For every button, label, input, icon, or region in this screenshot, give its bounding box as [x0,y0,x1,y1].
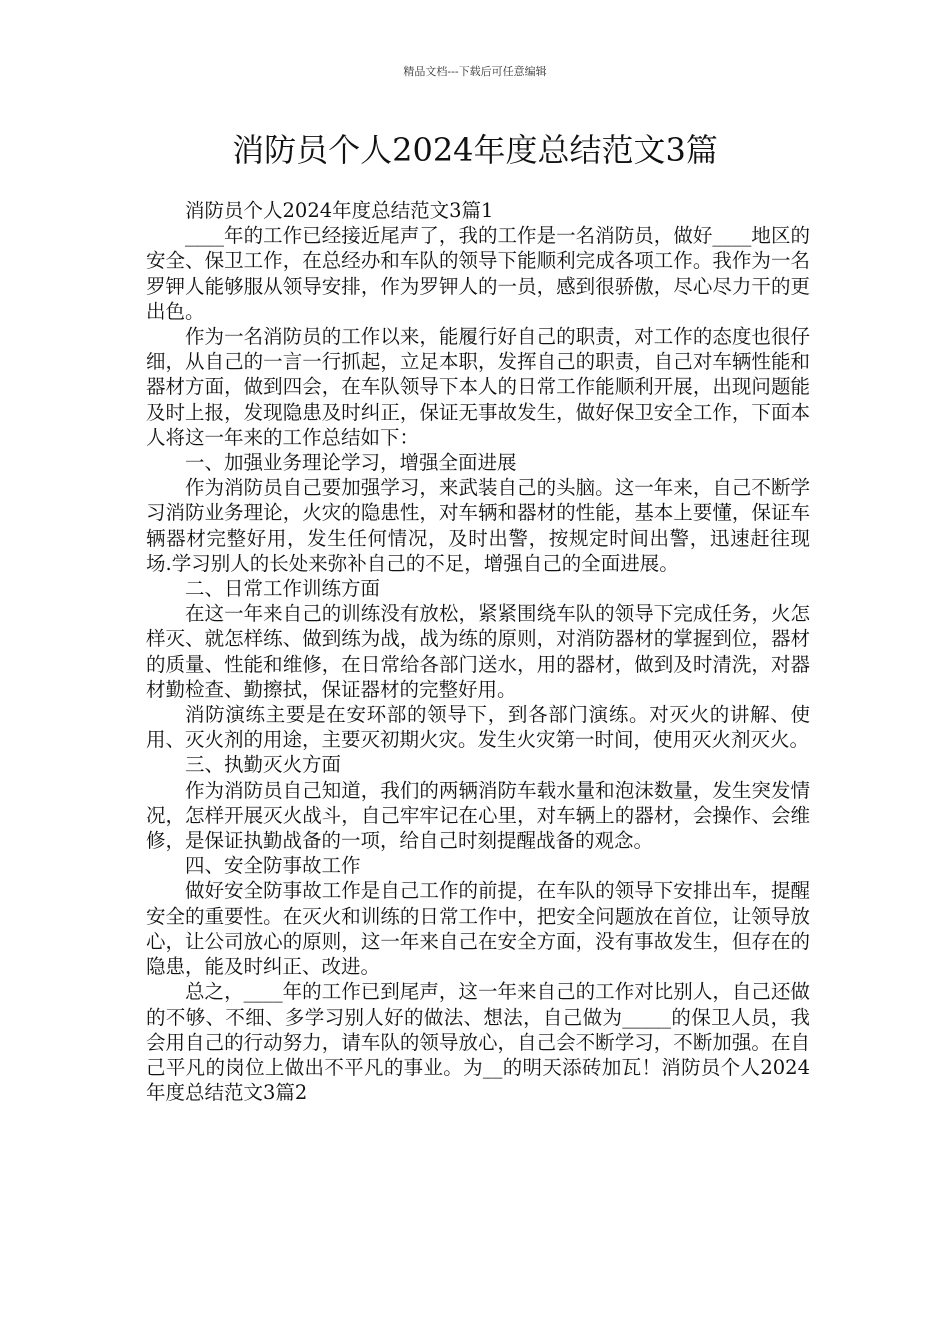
section-heading: 四、安全防事故工作 [185,854,361,878]
document-title: 消防员个人2024年度总结范文3篇 [232,131,718,169]
closing-paragraph: 总之，____年的工作已到尾声，这一年来自己的工作对比别人，自己还做的不够、不细、多学习别人好的做法、想法，自己做为_____的保卫人员，我会用自己的行动努力，请车队的领导放心，自己会不断学习，不断加强。在自己平凡的岗位上做出不平凡的事业。为__的明天添砖加瓦！消防员个人2024年度总结范文3篇2 [146,980,810,1105]
body-paragraph: 在这一年来自己的训练没有放松，紧紧围绕车队的领导下完成任务，火怎样灭、就怎样练、做到练为战，战为练的原则，对消防器材的掌握到位，器材的质量、性能和维修，在日常给各部门送水，用的器材，做到及时清洗，对器材勤检查、勤擦拭，保证器材的完整好用。 [146,602,810,701]
body-paragraph: 作为一名消防员的工作以来，能履行好自己的职责，对工作的态度也很仔细，从自己的一言一行抓起，立足本职，发挥自己的职责，自己对车辆性能和器材方面，做到四会，在车队领导下本人的日常工作能顺利开展，出现问题能及时上报，发现隐患及时纠正，保证无事故发生，做好保卫安全工作，下面本人将这一年来的工作总结如下： [146,325,810,449]
section-heading: 二、日常工作训练方面 [185,577,381,601]
body-paragraph: 作为消防员自己要加强学习，来武装自己的头脑。这一年来，自己不断学习消防业务理论，火灾的隐患性，对车辆和器材的性能，基本上要懂，保证车辆器材完整好用，发生任何情况，及时出警，按规定时间出警，迅速赶往现场.学习别人的长处来弥补自己的不足，增强自己的全面进展。 [146,476,810,575]
body-paragraph: 作为消防员自己知道，我们的两辆消防车载水量和泡沫数量，发生突发情况，怎样开展灭火战斗，自己牢牢记在心里，对车辆上的器材，会操作、会维修，是保证执勤战备的一项，给自己时刻提醒战备的观念。 [146,778,810,853]
body-paragraph: 做好安全防事故工作是自己工作的前提，在车队的领导下安排出车，提醒安全的重要性。在灭火和训练的日常工作中，把安全问题放在首位，让领导放心，让公司放心的原则，这一年来自己在安全方面，没有事故发生，但存在的隐患，能及时纠正、改进。 [146,879,810,979]
section-heading: 一、加强业务理论学习，增强全面进展 [185,451,517,475]
section-heading: 三、执勤灭火方面 [185,753,342,777]
body-paragraph: ____年的工作已经接近尾声了，我的工作是一名消防员，做好____地区的安全、保卫工作，在总经办和车队的领导下能顺利完成各项工作。我作为一名罗钾人能够服从领导安排，作为罗钾人的一员，感到很骄傲，尽心尽力干的更出色。 [146,224,810,323]
body-paragraph: 消防演练主要是在安环部的领导下，到各部门演练。对灭火的讲解、使用、灭火剂的用途，主要灭初期火灾。发生火灾第一时间，使用灭火剂灭火。 [146,703,810,752]
header-note: 精品文档---下载后可任意编辑 [403,65,547,78]
document-body [146,198,810,1105]
section-heading-part-1: 消防员个人2024年度总结范文3篇1 [185,199,494,222]
